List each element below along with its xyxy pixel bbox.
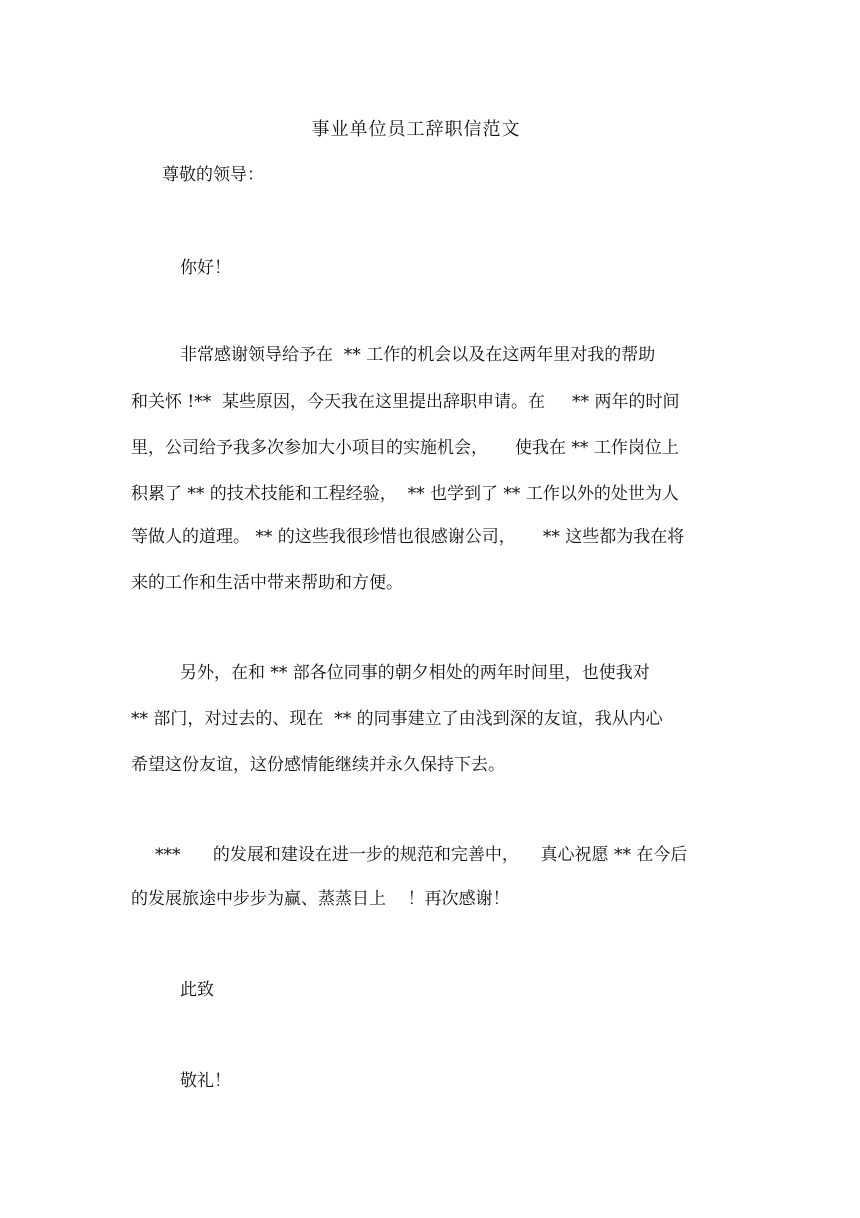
paragraph1-line5: 等做人的道理。 ** 的这些我很珍惜也很感谢公司， ** 这些都为我在将: [131, 527, 685, 547]
paragraph1-line6: 来的工作和生活中带来帮助和方便。: [131, 573, 403, 593]
document-title: 事业单位员工辞职信范文: [311, 119, 521, 140]
paragraph3-line1: *** 的发展和建设在进一步的规范和完善中， 真心祝愿 ** 在今后: [155, 845, 688, 865]
paragraph2-line1: 另外，在和 ** 部各位同事的朝夕相处的两年时间里，也使我对: [180, 663, 650, 683]
paragraph2-line2: ** 部门，对过去的、现在 ** 的同事建立了由浅到深的友谊，我从内心: [131, 709, 663, 729]
salutation: 尊敬的领导：: [162, 165, 264, 185]
paragraph1-line1: 非常感谢领导给予在 ** 工作的机会以及在这两年里对我的帮助: [180, 345, 656, 365]
paragraph2-line3: 希望这份友谊，这份感情能继续并永久保持下去。: [131, 755, 505, 775]
paragraph1-line4: 积累了 ** 的技术技能和工程经验， ** 也学到了 ** 工作以外的处世为人: [131, 484, 679, 504]
greeting: 你好！: [180, 258, 231, 278]
paragraph3-line2: 的发展旅途中步步为赢、蒸蒸日上 ！再次感谢！: [131, 889, 510, 909]
paragraph1-line3: 里，公司给予我多次参加大小项目的实施机会， 使我在 ** 工作岗位上: [131, 438, 679, 458]
paragraph1-line2: 和关怀 !** 某些原因，今天我在这里提出辞职申请。在 ** 两年的时间: [131, 392, 680, 412]
closing-line1: 此致: [180, 980, 214, 1000]
closing-line2: 敬礼！: [180, 1071, 231, 1091]
